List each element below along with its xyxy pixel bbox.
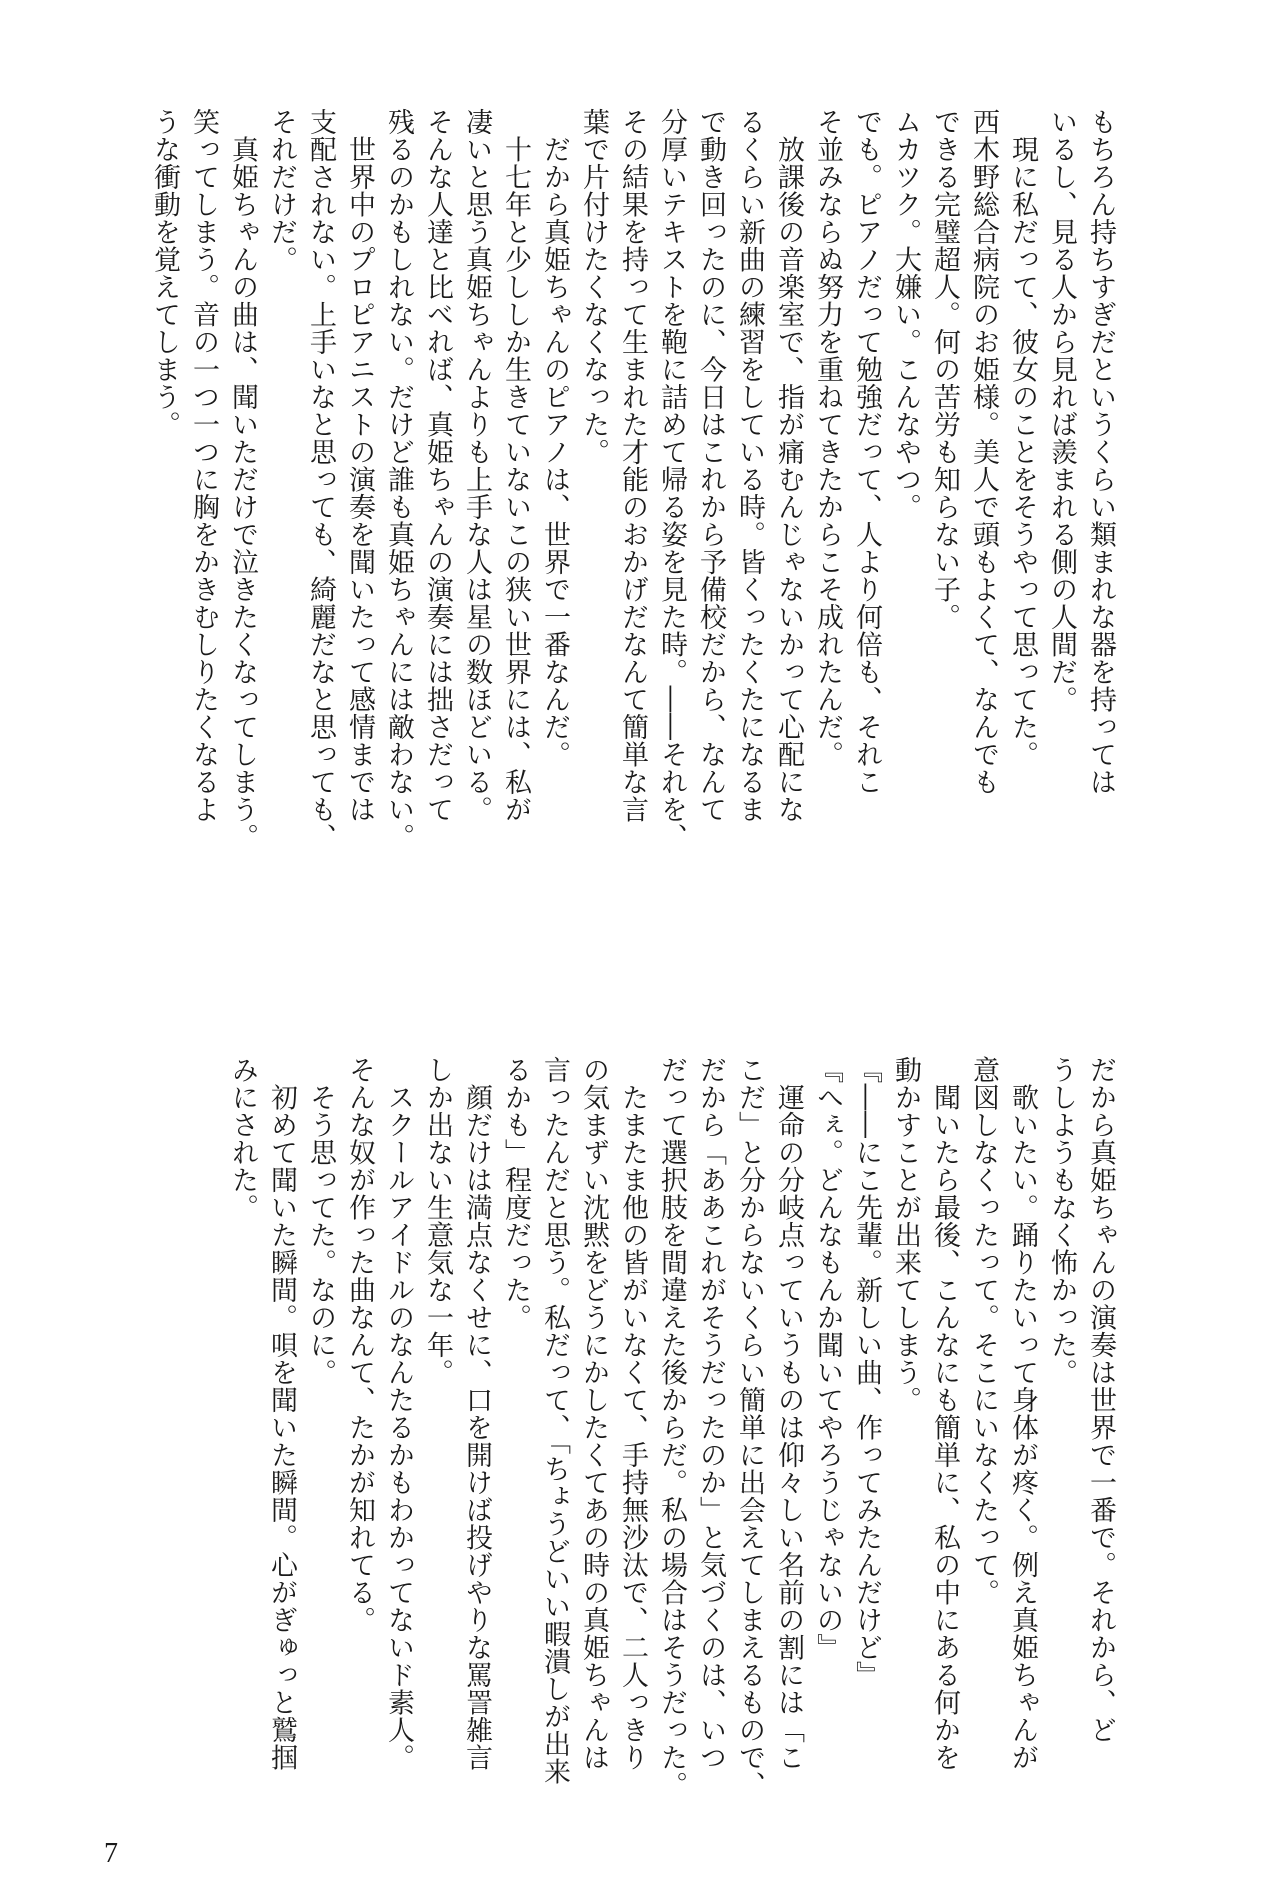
text-column: うな衝動を覚えてしまう。 [149, 108, 180, 438]
text-column: 十七年と少ししか生きていないこの狭い世界には、私が [500, 108, 531, 823]
text-column: 現に私だって、彼女のことをそうやって思ってた。 [1007, 108, 1038, 768]
text-column: 残るのかもしれない。だけど誰も真姫ちゃんには敵わない。 [383, 108, 414, 851]
text-column: スクールアイドルのなんたるかもわかってないド素人。 [383, 1056, 414, 1771]
text-column: の気まずい沈黙をどうにかしたくてあの時の真姫ちゃんは [578, 1056, 609, 1771]
text-column: こだ」と分からないくらい簡単に出会えてしまえるもので、 [734, 1056, 765, 1799]
text-column: 顔だけは満点なくせに、口を開けば投げやりな罵詈雑言 [461, 1056, 492, 1771]
text-column: もちろん持ちすぎだというくらい類まれな器を持っては [1085, 108, 1116, 796]
text-column: それだけだ。 [266, 108, 297, 273]
text-column: 葉で片付けたくなくなった。 [578, 108, 609, 466]
text-column: 世界中のプロピアニストの演奏を聞いたって感情までは [344, 108, 375, 823]
text-column: 西木野総合病院のお姫様。美人で頭もよくて、なんでも [968, 108, 999, 796]
text-column: 『へぇ。どんなもんか聞いてやろうじゃないの』 [812, 1056, 843, 1661]
text-column: 動かすことが出来てしまう。 [890, 1056, 921, 1414]
text-column: うしようもなく怖かった。 [1046, 1056, 1077, 1386]
text-column: 『――にこ先輩。新しい曲、作ってみたんだけど』 [851, 1056, 882, 1689]
text-column: 放課後の音楽室で、指が痛むんじゃないかって心配にな [773, 108, 804, 823]
text-column: 凄いと思う真姫ちゃんよりも上手な人は星の数ほどいる。 [461, 108, 492, 823]
text-column: だから真姫ちゃんの演奏は世界で一番で。それから、ど [1085, 1056, 1116, 1744]
text-column: 意図しなくったって。そこにいなくたって。 [968, 1056, 999, 1606]
text-column: だから真姫ちゃんのピアノは、世界で一番なんだ。 [539, 108, 570, 768]
text-column: 支配されない。上手いなと思っても、綺麗だなと思っても、 [305, 108, 336, 851]
text-column: だって選択肢を間違えた後からだ。私の場合はそうだった。 [656, 1056, 687, 1799]
text-column: でも。ピアノだって勉強だって、人より何倍も、それこ [851, 108, 882, 796]
text-column: 聞いたら最後、こんなにも簡単に、私の中にある何かを [929, 1056, 960, 1771]
text-column: 歌いたい。踊りたいって身体が疼く。例え真姫ちゃんが [1007, 1056, 1038, 1771]
text-column: そう思ってた。なのに。 [305, 1056, 336, 1386]
text-column: 初めて聞いた瞬間。唄を聞いた瞬間。心がぎゅっと鷲掴 [266, 1056, 297, 1771]
text-column: そんな奴が作った曲なんて、たかが知れてる。 [344, 1056, 375, 1634]
text-column: 運命の分岐点っていうものは仰々しい名前の割には「こ [773, 1056, 804, 1771]
text-column: そ並みならぬ努力を重ねてきたからこそ成れたんだ。 [812, 108, 843, 768]
text-column: 言ったんだと思う。私だって、「ちょうどいい暇潰しが出来 [539, 1056, 570, 1785]
text-column: できる完璧超人。何の苦労も知らない子。 [929, 108, 960, 631]
text-column: たまたま他の皆がいなくて、手持無沙汰で、二人っきり [617, 1056, 648, 1771]
text-column: だから「ああこれがそうだったのか」と気づくのは、いつ [695, 1056, 726, 1771]
text-column: 真姫ちゃんの曲は、聞いただけで泣きたくなってしまう。 [227, 108, 258, 851]
text-column: ムカツク。大嫌い。こんなやつ。 [890, 108, 921, 521]
bottom-text-block [223, 1056, 1120, 1799]
text-column: るくらい新曲の練習をしている時。皆くったくたになるま [734, 108, 765, 823]
text-column: 笑ってしまう。音の一つ一つに胸をかきむしりたくなるよ [188, 108, 219, 823]
text-column: そんな人達と比べれば、真姫ちゃんの演奏には拙さだって [422, 108, 453, 823]
text-column: いるし、見る人から見れば羨まれる側の人間だ。 [1046, 108, 1077, 713]
text-column: るかも」程度だった。 [500, 1056, 531, 1331]
top-text-block [145, 108, 1120, 851]
text-column: 分厚いテキストを鞄に詰めて帰る姿を見た時。――それを、 [656, 108, 687, 851]
text-column: その結果を持って生まれた才能のおかげだなんて簡単な言 [617, 108, 648, 823]
text-column: で動き回ったのに、今日はこれから予備校だから、なんて [695, 108, 726, 823]
page-number: 7 [104, 1838, 118, 1869]
text-column: みにされた。 [227, 1056, 258, 1221]
text-column: しか出ない生意気な一年。 [422, 1056, 453, 1386]
